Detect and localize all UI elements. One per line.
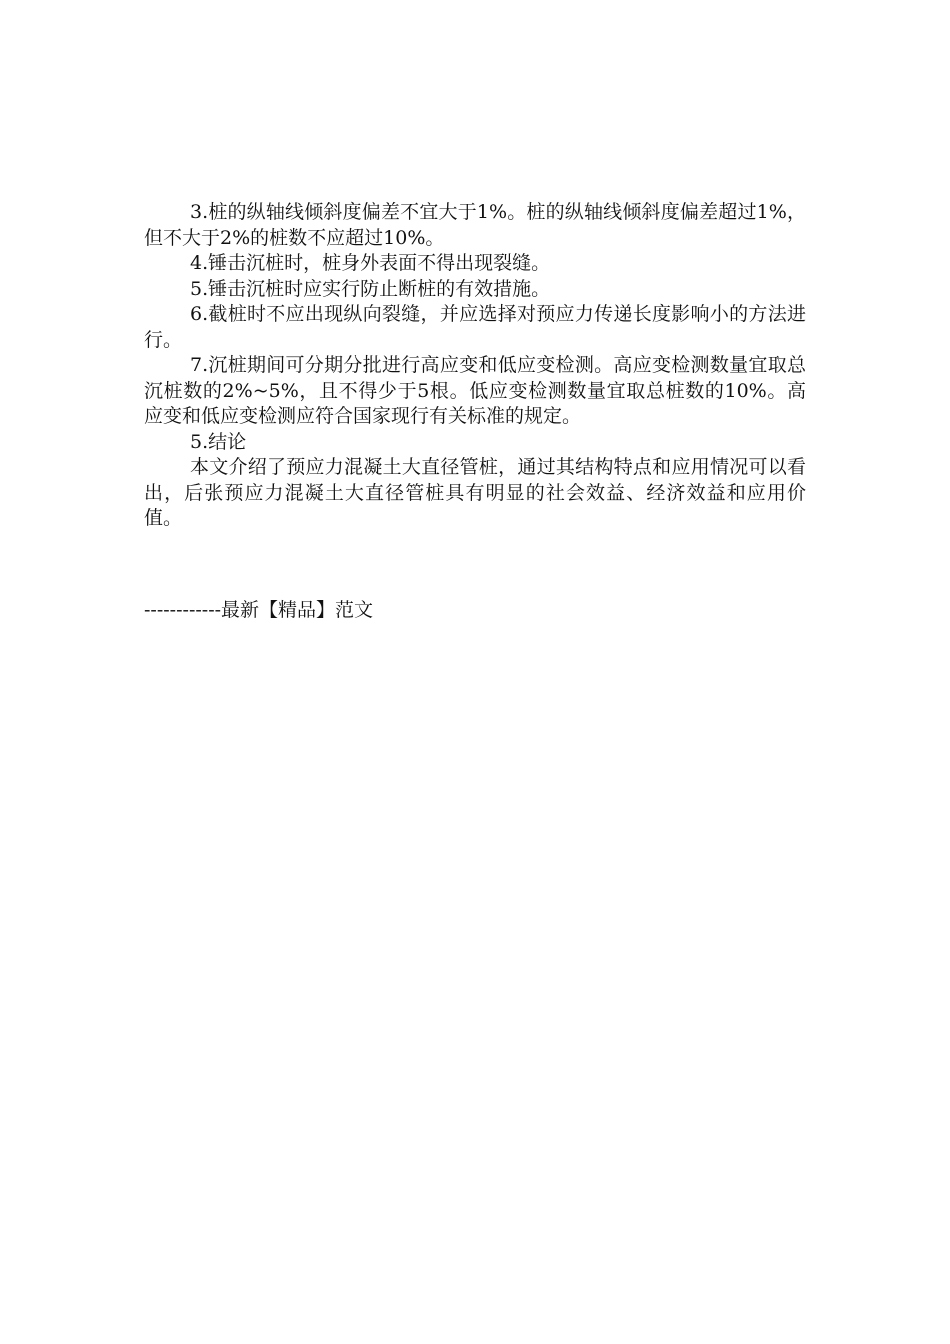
paragraph-item-5: 5.锤击沉桩时应实行防止断桩的有效措施。 bbox=[190, 277, 551, 300]
section-heading-conclusion: 5.结论 bbox=[190, 430, 247, 453]
footer-text: ------------最新【精品】范文 bbox=[144, 599, 374, 621]
document-body bbox=[144, 200, 806, 532]
paragraph-item-4: 4.锤击沉桩时，桩身外表面不得出现裂缝。 bbox=[190, 252, 551, 274]
conclusion-paragraph: 本文介绍了预应力混凝土大直径管桩，通过其结构特点和应用情况可以看出，后张预应力混凝土大直径管桩具有明显的社会效益、经济效益和应用价值。 bbox=[144, 456, 806, 529]
paragraph-item-7: 7.沉桩期间可分期分批进行高应变和低应变检测。高应变检测数量宜取总沉桩数的2%~5%，且不得少于5根。低应变检测数量宜取总桩数的10%。高应变和低应变检测应符合国家现行有关标准的规定。 bbox=[144, 354, 806, 427]
paragraph-item-3: 3.桩的纵轴线倾斜度偏差不宜大于1%。桩的纵轴线倾斜度偏差超过1%，但不大于2%的桩数不应超过10%。 bbox=[144, 201, 806, 249]
paragraph-item-6: 6.截桩时不应出现纵向裂缝，并应选择对预应力传递长度影响小的方法进行。 bbox=[144, 303, 806, 351]
